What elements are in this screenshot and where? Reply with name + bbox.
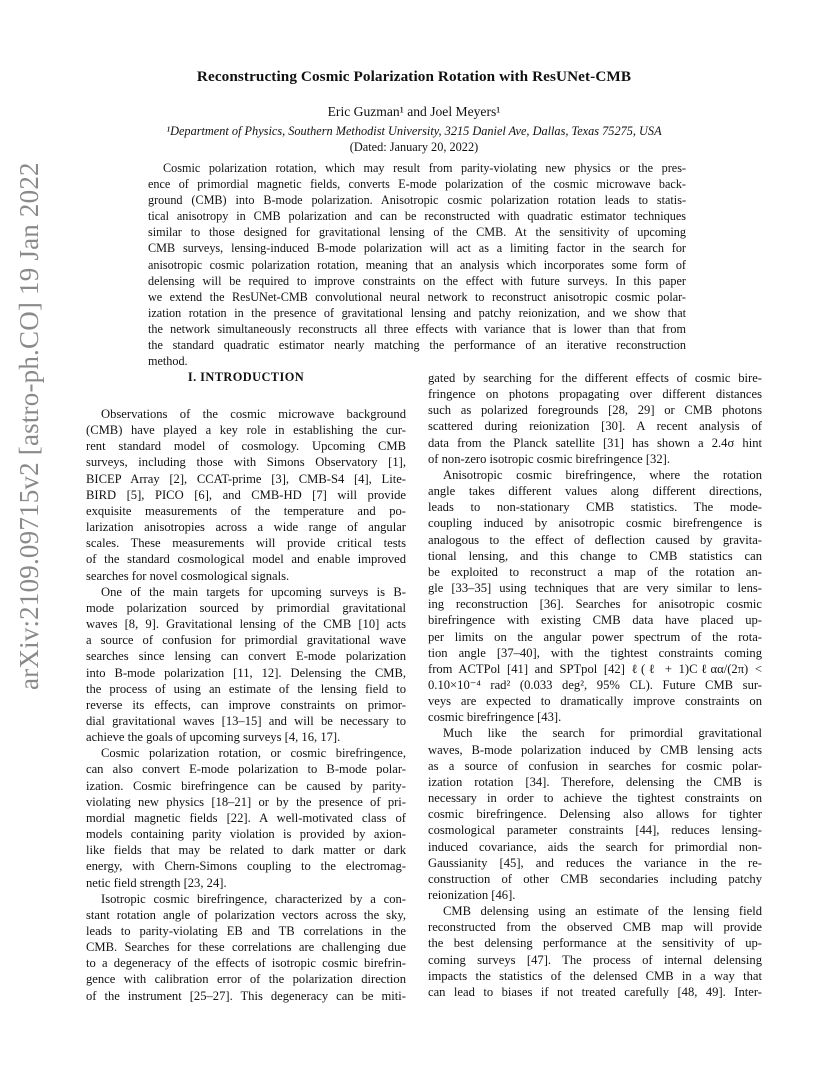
- text-line: exquisite measurements of the temperature and po-: [86, 503, 406, 518]
- abstract-line: ground (CMB) into B-mode polarization. Anisotropic cosmic polarization rotation leads to statis-: [148, 193, 686, 208]
- text-line: Observations of the cosmic microwave background: [101, 407, 406, 421]
- text-line: such as polarized foregrounds [28, 29] or CMB photons: [428, 403, 762, 418]
- text-line: BIRD [5], PICO [6], and CMB-HD [7] will provide: [86, 487, 406, 502]
- text-line: of the instrument [25–27]. This degeneracy can be miti-: [86, 988, 406, 1003]
- text-line: can lead to biases if not treated carefully [48, 49]. Inter-: [428, 984, 762, 999]
- text-line: models containing parity violation is provided by axion-: [86, 827, 406, 842]
- text-line: gle [33–35] using techniques that are very similar to lens-: [428, 581, 762, 596]
- text-line: dial gravitational waves [13–15] and will be necessary to: [86, 713, 406, 728]
- text-line: reverse its effects, can improve constraints on primor-: [86, 697, 406, 712]
- abstract-line: method.: [148, 354, 188, 369]
- text-line: Gaussianity [45], and reduces the variance in the re-: [428, 855, 762, 870]
- text-line: to a degeneracy of the effects of isotropic cosmic birefrin-: [86, 956, 406, 971]
- section-heading-introduction: I. INTRODUCTION: [187, 370, 305, 384]
- text-line: into B-mode polarization [11, 12]. Delensing the CMB,: [86, 665, 406, 680]
- text-line: netic field strength [23, 24].: [86, 875, 227, 890]
- text-line: achieve the goals of upcoming surveys [4, 16, 17].: [86, 730, 341, 745]
- abstract-line: Cosmic polarization rotation, which may result from parity-violating new physics or the pres-: [163, 161, 686, 175]
- paper-title: Reconstructing Cosmic Polarization Rotation with ResUNet-CMB: [196, 68, 632, 85]
- abstract-line: similar to those designed for gravitational lensing of the CMB. At the sensitivity of upcoming: [148, 225, 686, 240]
- text-line: veys are expected to dramatically improve constraints on: [428, 694, 762, 709]
- text-line: fringence on photons propagating over different distances: [428, 387, 762, 402]
- date-line: (Dated: January 20, 2022): [349, 140, 479, 154]
- left-column-text: [86, 406, 406, 1004]
- author-affiliation: ¹Department of Physics, Southern Methodist University, 3215 Daniel Ave, Dallas, Texas 75275, USA: [166, 124, 662, 138]
- text-line: violating new physics [18–21] or by the presence of pri-: [86, 794, 406, 809]
- abstract-line: tical anisotropy in CMB polarization and can be reconstructed with quadratic estimator techniques: [148, 209, 686, 224]
- text-line: analogous to the effect of deflection caused by gravita-: [428, 532, 762, 547]
- text-line: induced covariance, aids the search for primordial non-: [428, 839, 762, 854]
- abstract-line: anisotropic cosmic polarization rotation, meaning that an analysis which incorporates some form of: [148, 257, 686, 272]
- text-line: One of the main targets for upcoming surveys is B-: [101, 584, 406, 599]
- text-line: birefringence with existing CMB data have placed up-: [428, 613, 762, 628]
- text-line: the best delensing performance at the sensitivity of up-: [428, 936, 762, 951]
- text-line: cosmic birefringence. Delensing also allows for tighter: [428, 807, 762, 822]
- text-line: BICEP Array [2], CCAT-prime [3], CMB-S4 [4], Lite-: [86, 471, 406, 486]
- text-line: reionization [46].: [428, 888, 516, 902]
- text-line: surveys, including those with Simons Observatory [1],: [86, 455, 406, 470]
- text-line: can also convert E-mode polarization to B-mode polar-: [86, 762, 406, 777]
- text-line: necessary in order to achieve the tightest constraints on: [428, 791, 762, 806]
- text-line: leads to parity-violating EB and TB correlations in the: [86, 924, 406, 938]
- text-line: rent standard model of cosmology. Upcoming CMB: [86, 439, 406, 454]
- text-line: of non-zero isotropic cosmic birefringence [32].: [428, 451, 670, 466]
- text-line: angle takes different values along different directions,: [428, 484, 762, 499]
- text-line: cosmological parameter constraints [44], reduces lensing-: [428, 823, 762, 838]
- text-line: mode polarization sourced by primordial gravitational: [86, 600, 406, 615]
- text-line: like fields that may be related to dark matter or dark: [86, 843, 406, 858]
- abstract-line: CMB surveys, lensing-induced B-mode polarization will act as a limiting factor in the search for: [148, 241, 686, 256]
- text-line: waves [8, 9]. Gravitational lensing of the CMB [10] acts: [86, 617, 406, 632]
- text-line: larization anisotropies across a wide range of angular: [86, 520, 406, 535]
- text-line: reconstructed from the observed CMB map will provide: [428, 920, 762, 935]
- text-line: searches for novel cosmological signals.: [86, 568, 290, 583]
- abstract-line: the standard quadratic estimator nearly matching the performance of an iterative reconstruction: [148, 338, 686, 353]
- text-line: coming surveys [47]. The process of internal delensing: [428, 952, 762, 967]
- text-line: tional lensing, and this change to CMB statistics can: [428, 548, 762, 563]
- text-line: Isotropic cosmic birefringence, characterized by a con-: [101, 891, 406, 906]
- text-line: tion angle [37–40], with the tightest constraints coming: [428, 645, 762, 660]
- text-line: Anisotropic cosmic birefringence, where the rotation: [443, 467, 762, 482]
- text-line: per limits on the angular power spectrum of the rota-: [428, 629, 762, 644]
- abstract-line: ization rotation in the presence of gravitational lensing and patchy reionization, and we show that: [148, 305, 686, 320]
- abstract-line: ence of primordial magnetic fields, converts E-mode polarization of the cosmic microwave back-: [148, 177, 686, 192]
- text-line: gence with calibration error of the polarization direction: [86, 972, 406, 987]
- text-line: be exploited to reconstruct a map of the rotation an-: [428, 564, 762, 579]
- text-line: gated by searching for the different effects of cosmic bire-: [428, 371, 762, 385]
- text-line: searches since lensing can convert E-mode polarization: [86, 649, 406, 664]
- text-line: ing reconstruction [36]. Searches for anisotropic cosmic: [428, 597, 762, 612]
- text-line: cosmic birefringence [43].: [428, 710, 562, 725]
- text-line: energy, with Chern-Simons coupling to the electromag-: [86, 859, 406, 874]
- text-line: 0.10×10⁻⁴ rad² (0.033 deg², 95% CL). Future CMB sur-: [428, 677, 762, 692]
- text-line: construction of other CMB secondaries including patchy: [428, 871, 762, 886]
- text-line: as a source of confusion in searches for cosmic polar-: [428, 758, 762, 773]
- text-line: the process of using an estimate of the lensing field to: [86, 681, 406, 696]
- text-line: ization. Cosmic birefringence can be caused by parity-: [86, 778, 406, 793]
- text-line: leads to non-stationary CMB statistics. The mode-: [428, 500, 762, 515]
- abstract-line: the network simultaneously reconstructs all three effects with variance that is lower than that from: [148, 321, 686, 336]
- text-line: mordial magnetic fields [22]. A well-motivated class of: [86, 810, 406, 825]
- text-line: stant rotation angle of polarization vectors across the sky,: [86, 907, 406, 922]
- text-line: ization rotation [34]. Therefore, delensing the CMB is: [428, 774, 762, 789]
- text-line: scales. These measurements will provide critical tests: [86, 536, 406, 551]
- text-line: Cosmic polarization rotation, or cosmic birefringence,: [101, 746, 406, 761]
- text-line: coupling induced by anisotropic cosmic birefrengence is: [428, 516, 762, 531]
- text-line: of the standard cosmological model and enable improved: [86, 552, 406, 567]
- abstract: [148, 160, 686, 369]
- right-column-text: [428, 370, 762, 1000]
- text-line: a source of confusion for primordial gravitational wave: [86, 633, 406, 648]
- text-line: CMB delensing using an estimate of the lensing field: [443, 904, 762, 919]
- text-line: scattered during reionization [30]. A recent analysis of: [428, 419, 762, 434]
- arxiv-identifier-stamp: arXiv:2109.09715v2 [astro-ph.CO] 19 Jan 2022: [14, 162, 44, 690]
- text-line: CMB. Searches for these correlations are challenging due: [86, 940, 406, 955]
- abstract-line: delensing will be required to improve constraints on the effect with future surveys. In this paper: [148, 273, 686, 288]
- text-line: data from the Planck satellite [31] has shown a 2.4σ hint: [428, 435, 762, 450]
- text-line: from ACTPol [41] and SPTpol [42] ℓ(ℓ + 1)Cℓαα/(2π) <: [428, 661, 762, 676]
- text-line: impacts the statistics of the delensed CMB in a way that: [428, 968, 762, 983]
- text-line: Much like the search for primordial gravitational: [443, 726, 762, 741]
- text-line: waves, B-mode polarization induced by CMB lensing acts: [428, 742, 762, 757]
- abstract-line: we extend the ResUNet-CMB convolutional neural network to reconstruct anisotropic cosmic polar-: [148, 289, 686, 304]
- author-list: Eric Guzman¹ and Joel Meyers¹: [327, 104, 501, 119]
- text-line: (CMB) have played a key role in establishing the cur-: [86, 423, 406, 438]
